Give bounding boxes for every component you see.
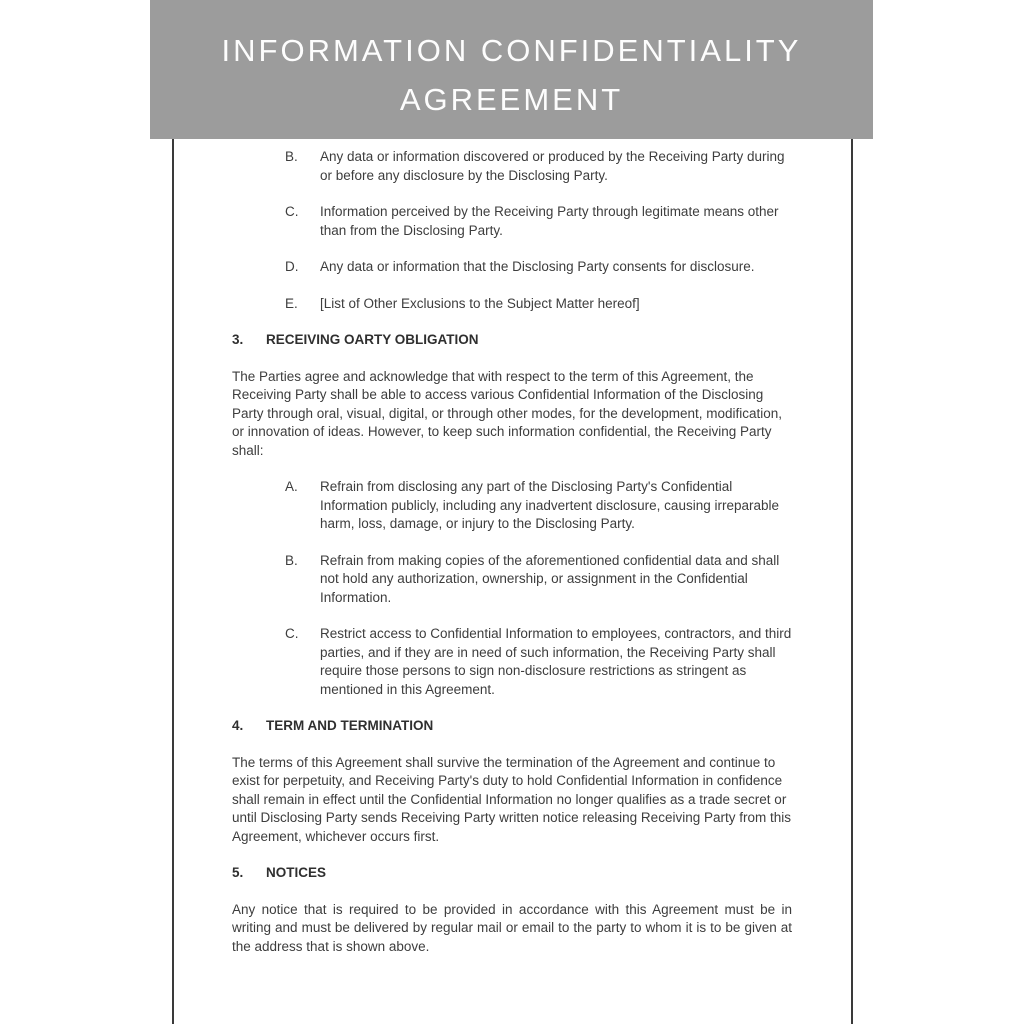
left-frame-line [172, 139, 174, 1024]
page-title [150, 0, 873, 124]
section-number: 5. [232, 865, 244, 880]
exclusion-item-b [232, 148, 792, 185]
list-item-text: Any data or information that the Disclosing Party consents for disclosure. [320, 259, 755, 274]
list-item-text: Information perceived by the Receiving Party through legitimate means other than from the Disclosing Party. [320, 204, 779, 238]
exclusion-item-c [232, 203, 792, 240]
title-line-2: AGREEMENT [399, 82, 624, 117]
list-item-text: Refrain from making copies of the aforementioned confidential data and shall not hold any authorization, ownership, or assignment in the Confidential Information. [320, 552, 780, 605]
list-item-label: D. [285, 259, 299, 274]
section-title: NOTICES [266, 865, 327, 880]
list-item-text: Refrain from disclosing any part of the Disclosing Party's Confidential Information publicly, including any inadvertent disclosure, causing irreparable harm, loss, damage, or injury to the Disclosing Party. [320, 479, 779, 531]
section-4-paragraph: The terms of this Agreement shall survive the termination of the Agreement and continue to exist for perpetuity, and Receiving Party's duty to hold Confidential Information in confidence shall remain in effect until the Confidential Information no longer qualifies as a trade secret or until Disclosing Party sends Receiving Party written notice releasing Receiving Party from this Agreement, whichever occurs first. [232, 754, 791, 844]
section-5-paragraph: Any notice that is required to be provided in accordance with this Agreement must be in writing and must be delivered by regular mail or email to the party to whom it is to be given at the address that is shown above. [232, 901, 792, 954]
list-item-label: E. [285, 295, 298, 311]
section-3-paragraph: The Parties agree and acknowledge that with respect to the term of this Agreement, the Receiving Party shall be able to access various Confidential Information of the Disclosing Party through oral, visual, digital, or through other modes, for the development, modification, or innovation of ideas. However, to keep such information confidential, the Receiving Party shall: [232, 368, 783, 458]
list-item-label: B. [285, 149, 298, 164]
list-item-text: [List of Other Exclusions to the Subject Matter hereof] [320, 295, 640, 311]
exclusion-item-d [232, 258, 792, 277]
list-item-label: B. [285, 552, 298, 568]
list-item-label: C. [285, 204, 299, 219]
exclusion-item-e [232, 295, 792, 314]
list-item-label: C. [285, 626, 299, 641]
obligation-item-b [232, 552, 792, 608]
obligation-item-a [232, 478, 792, 534]
section-heading-term-and-termination [232, 717, 792, 736]
section-number: 4. [232, 718, 244, 733]
section-title: TERM AND TERMINATION [266, 718, 434, 733]
list-item-text: Any data or information discovered or produced by the Receiving Party during or before any disclosure by the Disclosing Party. [320, 149, 785, 183]
document-header [150, 0, 873, 139]
section-heading-receiving-party-obligation [232, 331, 792, 350]
section-title: RECEIVING OARTY OBLIGATION [266, 332, 479, 347]
document-content [232, 148, 792, 974]
section-number: 3. [232, 332, 244, 347]
section-heading-notices [232, 864, 792, 883]
list-item-label: A. [285, 479, 298, 494]
title-line-1: INFORMATION CONFIDENTIALITY [221, 33, 802, 68]
right-frame-line [851, 139, 853, 1024]
obligation-item-c [232, 625, 792, 699]
list-item-text: Restrict access to Confidential Information to employees, contractors, and third parties, and if they are in need of such information, the Receiving Party shall require those persons to sign non-disclosure restrictions as stringent as mentioned in this Agreement. [320, 626, 792, 697]
